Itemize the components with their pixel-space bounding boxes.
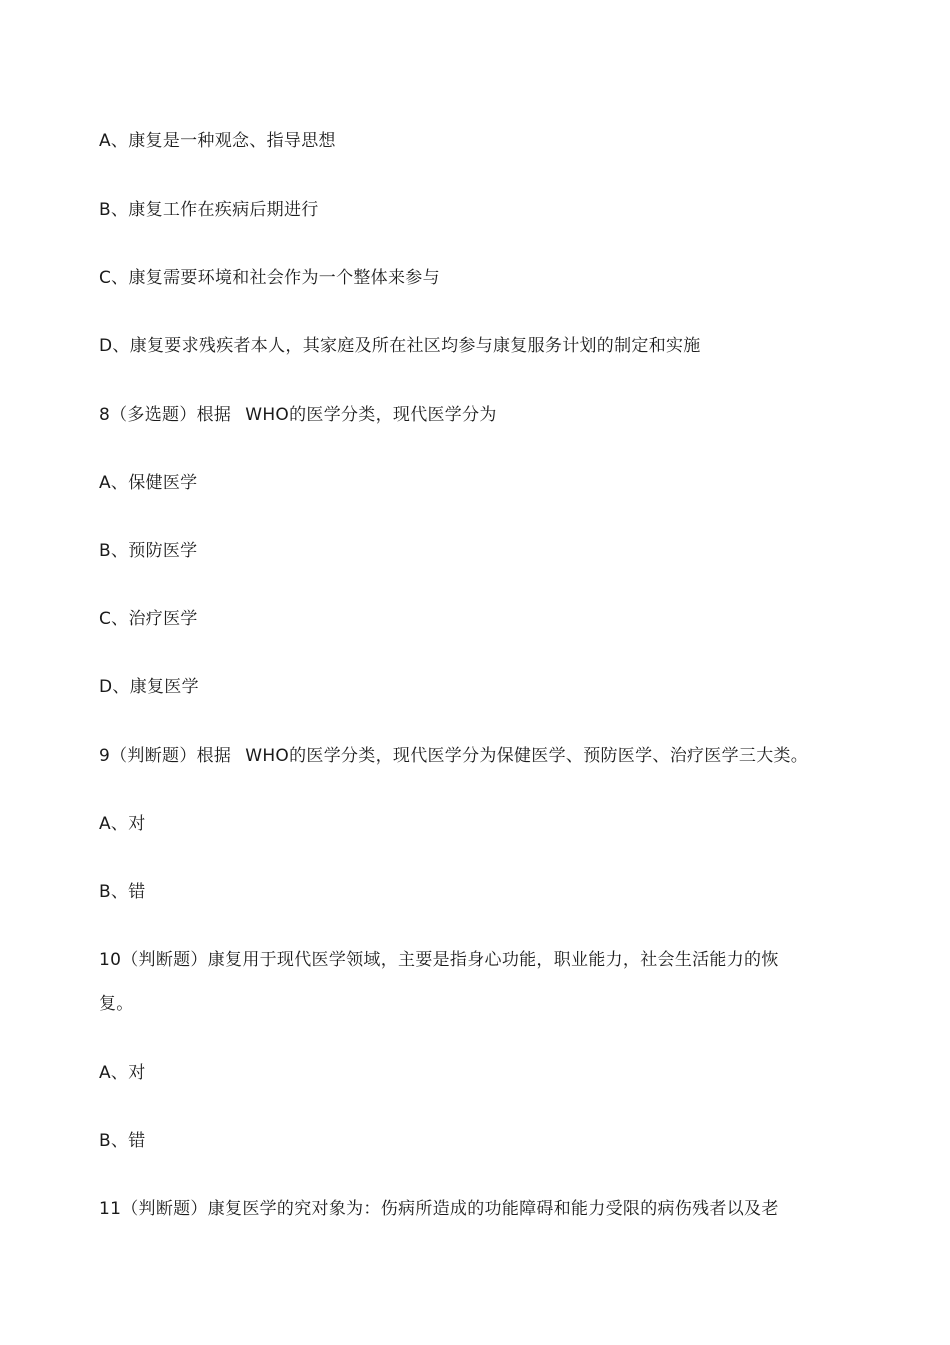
option-letter: A、 xyxy=(99,814,129,834)
q10-question-line2 xyxy=(99,993,134,1015)
option-letter: B、 xyxy=(99,882,129,902)
q11-question-line1 xyxy=(99,1198,779,1220)
q9-option-a xyxy=(99,813,146,835)
option-letter: B、 xyxy=(99,541,129,561)
question-text: 10（判断题）康复用于现代医学领域，主要是指身心功能，职业能力，社会生活能力的恢 xyxy=(99,950,779,970)
q10-option-b xyxy=(99,1130,146,1152)
option-letter: B、 xyxy=(99,1131,129,1151)
option-text: 错 xyxy=(128,1131,146,1151)
option-letter: D、 xyxy=(99,677,130,697)
option-text: 康复医学 xyxy=(129,677,199,697)
q10-question-line1 xyxy=(99,949,779,971)
q8-option-b xyxy=(99,540,197,562)
option-text: 保健医学 xyxy=(128,473,198,493)
option-letter: D、 xyxy=(99,336,130,356)
option-letter: C、 xyxy=(99,609,129,629)
question-text: WHO的医学分类，现代医学分为 xyxy=(245,405,497,425)
option-text: 康复需要环境和社会作为一个整体来参与 xyxy=(128,268,440,288)
option-text: 治疗医学 xyxy=(128,609,198,629)
option-text: 预防医学 xyxy=(128,541,198,561)
q7-option-c xyxy=(99,267,440,289)
question-text: 11（判断题）康复医学的究对象为：伤病所造成的功能障碍和能力受限的病伤残者以及老 xyxy=(99,1199,779,1219)
q7-option-d xyxy=(99,335,701,357)
q8-option-d xyxy=(99,676,199,698)
option-text: 康复要求残疾者本人，其家庭及所在社区均参与康复服务计划的制定和实施 xyxy=(129,336,701,356)
q7-option-a xyxy=(99,130,336,152)
option-text: 康复工作在疾病后期进行 xyxy=(128,200,319,220)
q8-option-c xyxy=(99,608,198,630)
q8-option-a xyxy=(99,472,197,494)
q10-option-a xyxy=(99,1062,146,1084)
q9-question xyxy=(99,745,808,767)
option-letter: B、 xyxy=(99,200,129,220)
q8-question xyxy=(99,404,497,426)
question-prefix: 8（多选题）根据 xyxy=(99,405,232,425)
option-letter: A、 xyxy=(99,1063,129,1083)
q7-option-b xyxy=(99,199,319,221)
option-text: 错 xyxy=(128,882,146,902)
option-letter: A、 xyxy=(99,131,129,151)
option-text: 对 xyxy=(128,1063,146,1083)
q9-option-b xyxy=(99,881,146,903)
question-text: WHO的医学分类，现代医学分为保健医学、预防医学、治疗医学三大类。 xyxy=(245,746,809,766)
option-letter: A、 xyxy=(99,473,129,493)
option-letter: C、 xyxy=(99,268,129,288)
option-text: 对 xyxy=(128,814,146,834)
question-text: 复。 xyxy=(99,994,134,1014)
option-text: 康复是一种观念、指导思想 xyxy=(128,131,336,151)
question-prefix: 9（判断题）根据 xyxy=(99,746,232,766)
